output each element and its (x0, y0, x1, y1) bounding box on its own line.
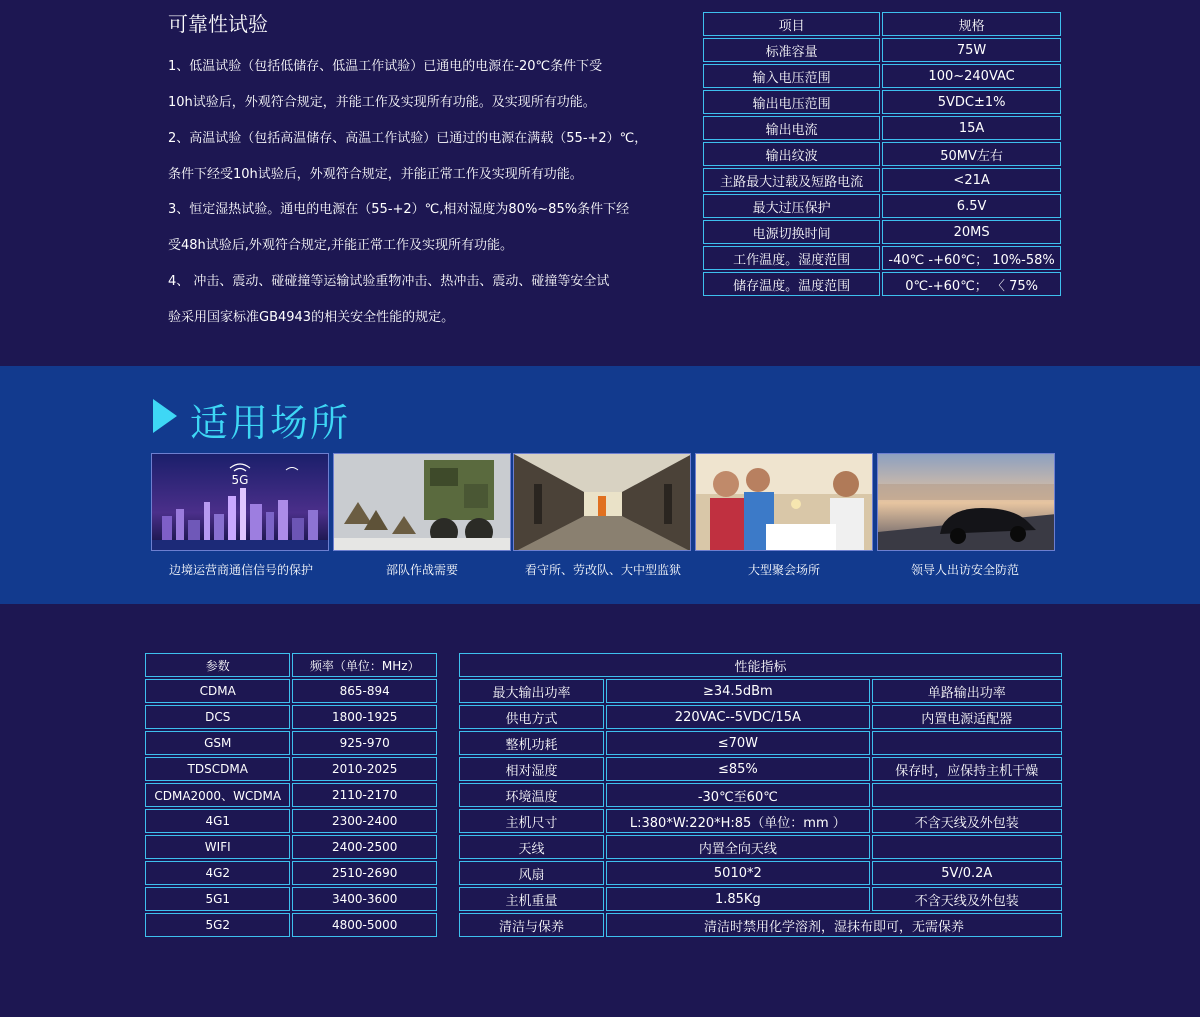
reliability-line: 10h试验后，外观符合规定，并能工作及实现所有功能。及实现所有功能。 (168, 95, 596, 110)
spec-item: 输出电流 (703, 116, 880, 140)
perf-value: 220VAC--5VDC/15A (606, 705, 869, 729)
badge-5g: 5G (231, 473, 249, 487)
table-row (703, 272, 1061, 296)
table-row (703, 38, 1061, 62)
military-picture (334, 454, 511, 551)
spec-value: 15A (882, 116, 1061, 140)
table-row (145, 835, 437, 859)
spec-header-spec: 规格 (882, 12, 1061, 36)
freq-range: 925-970 (292, 731, 437, 755)
performance-table (457, 651, 1064, 939)
city-night-picture (152, 454, 329, 551)
venue-image-city-5g (151, 453, 329, 551)
perf-value: 1.85Kg (606, 887, 869, 911)
perf-value: 5010*2 (606, 861, 869, 885)
perf-param: 清洁与保养 (459, 913, 604, 937)
table-row (703, 194, 1061, 218)
spec-item: 电源切换时间 (703, 220, 880, 244)
spec-header-item: 项目 (703, 12, 880, 36)
perf-header-row (459, 653, 1062, 677)
venue-caption: 大型聚会场所 (747, 563, 820, 577)
perf-param: 供电方式 (459, 705, 604, 729)
venue-image-car (877, 453, 1055, 551)
spec-item: 输出电压范围 (703, 90, 880, 114)
table-row (459, 861, 1062, 885)
table-row (459, 913, 1062, 937)
spec-item: 主路最大过载及短路电流 (703, 168, 880, 192)
venue-caption: 边境运营商通信信号的保护 (168, 563, 313, 577)
spec-header-row (703, 12, 1061, 36)
table-row (703, 168, 1061, 192)
spec-value: 100~240VAC (882, 64, 1061, 88)
table-row (145, 757, 437, 781)
spec-value: 75W (882, 38, 1061, 62)
table-row (145, 705, 437, 729)
freq-header-row (145, 653, 437, 677)
table-row (703, 142, 1061, 166)
freq-range: 2300-2400 (292, 809, 437, 833)
spec-value: 6.5V (882, 194, 1061, 218)
perf-param: 整机功耗 (459, 731, 604, 755)
freq-header-range: 频率（单位：MHz） (292, 653, 437, 677)
table-row (459, 679, 1062, 703)
perf-param: 天线 (459, 835, 604, 859)
freq-band: 5G2 (145, 913, 290, 937)
spec-item: 工作温度。湿度范围 (703, 246, 880, 270)
perf-param: 相对湿度 (459, 757, 604, 781)
perf-param: 最大输出功率 (459, 679, 604, 703)
table-row (459, 705, 1062, 729)
perf-note (872, 731, 1062, 755)
perf-value: 清洁时禁用化学溶剂，湿抹布即可，无需保养 (606, 913, 1062, 937)
freq-band: CDMA2000、WCDMA (145, 783, 290, 807)
reliability-line: 条件下经受10h试验后，外观符合规定，并能正常工作及实现所有功能。 (168, 167, 583, 182)
perf-value: L:380*W:220*H:85（单位：mm ） (606, 809, 869, 833)
venue-image-military (333, 453, 511, 551)
perf-param: 主机重量 (459, 887, 604, 911)
perf-note: 单路输出功率 (872, 679, 1062, 703)
table-row (459, 757, 1062, 781)
freq-range: 4800-5000 (292, 913, 437, 937)
perf-note (872, 835, 1062, 859)
table-row (145, 783, 437, 807)
freq-band: 5G1 (145, 887, 290, 911)
perf-note: 不含天线及外包装 (872, 809, 1062, 833)
reliability-line: 1、低温试验（包括低储存、低温工作试验）已通电的电源在-20℃条件下受 (168, 59, 603, 74)
table-row (145, 861, 437, 885)
perf-note: 5V/0.2A (872, 861, 1062, 885)
perf-note: 内置电源适配器 (872, 705, 1062, 729)
spec-value: 0℃-+60℃； 〈 75% (882, 272, 1061, 296)
perf-value: 内置全向天线 (606, 835, 869, 859)
frequency-table (143, 651, 439, 939)
venue-caption: 看守所、劳改队、大中型监狱 (524, 563, 681, 577)
table-row (703, 90, 1061, 114)
table-row (459, 783, 1062, 807)
table-row (703, 246, 1061, 270)
freq-range: 2010-2025 (292, 757, 437, 781)
gathering-picture (696, 454, 873, 551)
freq-range: 2400-2500 (292, 835, 437, 859)
spec-item: 输出纹波 (703, 142, 880, 166)
venue-caption: 部队作战需要 (385, 563, 458, 577)
spec-item: 储存温度。温度范围 (703, 272, 880, 296)
prison-corridor-picture (514, 454, 691, 551)
reliability-line: 受48h试验后,外观符合规定,并能正常工作及实现所有功能。 (168, 238, 514, 253)
freq-range: 865-894 (292, 679, 437, 703)
perf-note (872, 783, 1062, 807)
table-row (145, 809, 437, 833)
spec-item: 输入电压范围 (703, 64, 880, 88)
table-row (459, 731, 1062, 755)
freq-range: 1800-1925 (292, 705, 437, 729)
freq-band: TDSCDMA (145, 757, 290, 781)
table-row (459, 809, 1062, 833)
perf-param: 环境温度 (459, 783, 604, 807)
play-arrow-icon (153, 399, 177, 433)
table-row (145, 913, 437, 937)
reliability-line: 4、 冲击、震动、碰碰撞等运输试验重物冲击、热冲击、震动、碰撞等安全试 (168, 274, 610, 289)
table-row (145, 887, 437, 911)
perf-value: ≤85% (606, 757, 869, 781)
perf-note: 保存时，应保持主机干燥 (872, 757, 1062, 781)
freq-band: DCS (145, 705, 290, 729)
freq-band: CDMA (145, 679, 290, 703)
reliability-title: 可靠性试验 (168, 12, 268, 36)
freq-band: 4G2 (145, 861, 290, 885)
reliability-line: 2、高温试验（包括高温储存、高温工作试验）已通过的电源在满载（55-+2）℃， (168, 131, 648, 146)
table-row (145, 731, 437, 755)
venue-caption: 领导人出访安全防范 (910, 563, 1019, 577)
freq-band: 4G1 (145, 809, 290, 833)
venue-image-prison (513, 453, 691, 551)
spec-value: <21A (882, 168, 1061, 192)
reliability-line: 验采用国家标准GB4943的相关安全性能的规定。 (168, 310, 455, 325)
spec-value: -40℃ -+60℃； 10%-58% (882, 246, 1061, 270)
table-row (703, 64, 1061, 88)
table-row (459, 835, 1062, 859)
perf-value: -30℃至60℃ (606, 783, 869, 807)
freq-range: 3400-3600 (292, 887, 437, 911)
perf-note: 不含天线及外包装 (872, 887, 1062, 911)
freq-range: 2510-2690 (292, 861, 437, 885)
freq-band: GSM (145, 731, 290, 755)
table-row (145, 679, 437, 703)
table-row (703, 220, 1061, 244)
table-row (703, 116, 1061, 140)
car-road-picture (878, 454, 1055, 551)
spec-item: 标准容量 (703, 38, 880, 62)
table-row (459, 887, 1062, 911)
perf-param: 主机尺寸 (459, 809, 604, 833)
freq-header-param: 参数 (145, 653, 290, 677)
spec-value: 5VDC±1% (882, 90, 1061, 114)
freq-band: WIFI (145, 835, 290, 859)
venue-image-gathering (695, 453, 873, 551)
perf-header: 性能指标 (459, 653, 1062, 677)
freq-range: 2110-2170 (292, 783, 437, 807)
perf-value: ≤70W (606, 731, 869, 755)
spec-value: 20MS (882, 220, 1061, 244)
reliability-line: 3、恒定湿热试验。通电的电源在（55-+2）℃,相对湿度为80%~85%条件下经 (168, 202, 630, 217)
perf-param: 风扇 (459, 861, 604, 885)
spec-table (701, 10, 1063, 298)
spec-item: 最大过压保护 (703, 194, 880, 218)
spec-value: 50MV左右 (882, 142, 1061, 166)
venue-title: 适用场所 (190, 401, 351, 445)
perf-value: ≥34.5dBm (606, 679, 869, 703)
reliability-section (0, 0, 1200, 366)
